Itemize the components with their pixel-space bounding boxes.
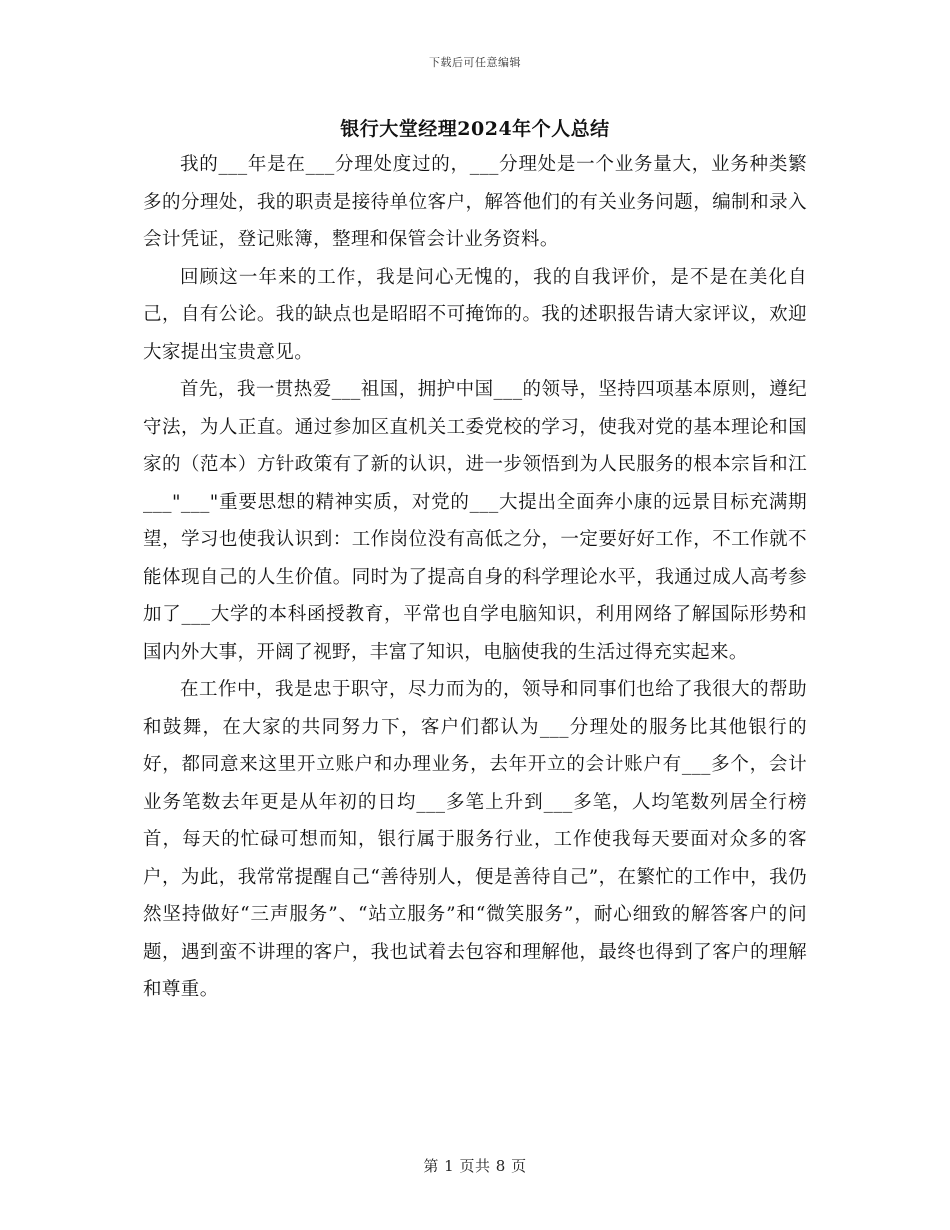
page-number: 第 1 页共 8 页: [423, 1157, 527, 1175]
document-body: [143, 146, 807, 1009]
header-note: 下载后可任意编辑: [429, 56, 521, 69]
paragraph-4: 在工作中，我是忠于职守，尽力而为的，领导和同事们也给了我很大的帮助和鼓舞，在大家的共同努力下，客户们都认为___分理处的服务比其他银行的好，都同意来这里开立账户和办理业务，去年开立的会计账户有___多个，会计业务笔数去年更是从年初的日均___多笔上升到___多笔，人均笔数列居全行榜首，每天的忙碌可想而知，银行属于服务行业，工作使我每天要面对众多的客户，为此，我常常提醒自己“善待别人，便是善待自己”，在繁忙的工作中，我仍然坚持做好“三声服务”、“站立服务”和“微笑服务”，耐心细致的解答客户的问题，遇到蛮不讲理的客户，我也试着去包容和理解他，最终也得到了客户的理解和尊重。: [143, 679, 807, 1000]
document-title: 银行大堂经理2024年个人总结: [340, 118, 610, 140]
paragraph-1: 我的___年是在___分理处度过的，___分理处是一个业务量大，业务种类繁多的分理处，我的职责是接待单位客户，解答他们的有关业务问题，编制和录入会计凭证，登记账簿，整理和保管会计业务资料。: [143, 154, 807, 250]
paragraph-2: 回顾这一年来的工作，我是问心无愧的，我的自我评价，是不是在美化自己，自有公论。我的缺点也是昭昭不可掩饰的。我的述职报告请大家评议，欢迎大家提出宝贵意见。: [143, 266, 807, 363]
paragraph-3: 首先，我一贯热爱___祖国，拥护中国___的领导，坚持四项基本原则，遵纪守法，为人正直。通过参加区直机关工委党校的学习，使我对党的基本理论和国家的（范本）方针政策有了新的认识，进一步领悟到为人民服务的根本宗旨和江___"___"重要思想的精神实质，对党的___大提出全面奔小康的远景目标充满期望，学习也使我认识到：工作岗位没有高低之分，一定要好好工作，不工作就不能体现自己的人生价值。同时为了提高自身的科学理论水平，我通过成人高考参加了___大学的本科函授教育，平常也自学电脑知识，利用网络了解国际形势和国内外大事，开阔了视野，丰富了知识，电脑使我的生活过得充实起来。: [143, 379, 807, 663]
